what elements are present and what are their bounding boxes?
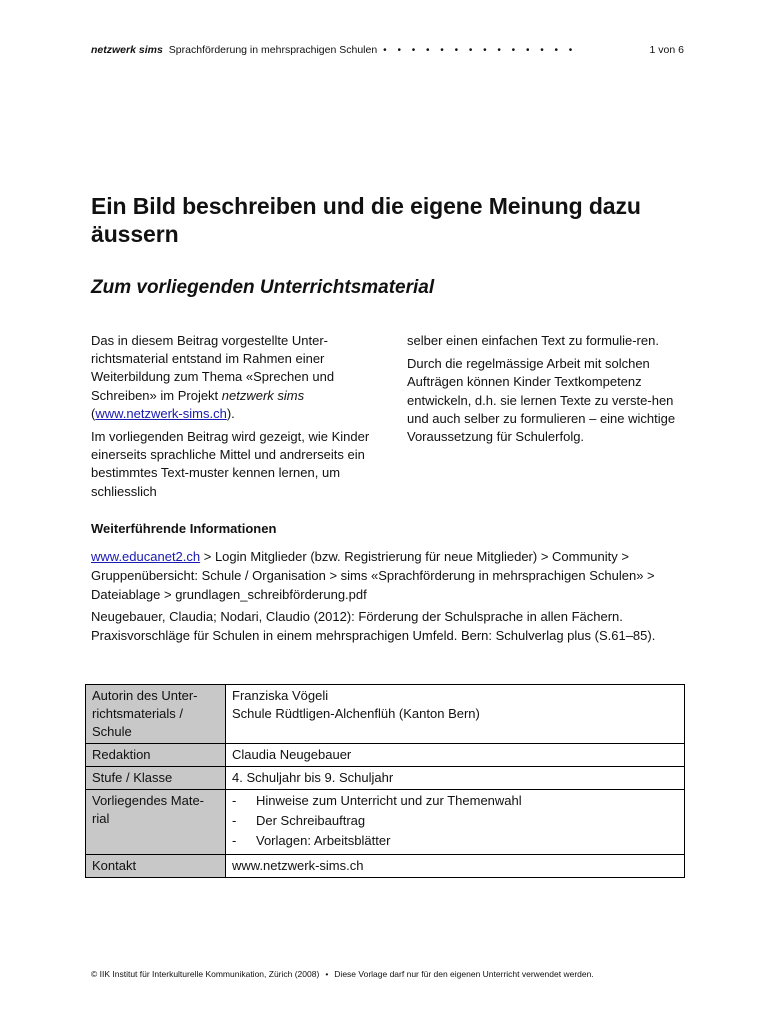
info-path <box>91 547 691 605</box>
intro-paragraph-2: Im vorliegenden Beitrag wird gezeigt, wie Kinder einerseits sprachliche Mittel und andrerseits ein bestimmtes Text-muster kennen lernen, um schliesslich <box>91 429 370 499</box>
section-subtitle: Zum vorliegenden Unterrichtsmaterial <box>91 277 435 298</box>
header-dots: • • • • • • • • • • • • • • <box>383 45 577 56</box>
dash-bullet: - <box>232 833 237 848</box>
table-row <box>86 855 685 878</box>
material-item: Der Schreibauftrag <box>256 813 366 828</box>
footer-bullet: • <box>325 969 329 979</box>
header-brand: netzwerk sims <box>91 44 163 56</box>
header-subtitle: Sprachförderung in mehrsprachigen Schulen <box>168 44 378 56</box>
editor-value: Claudia Neugebauer <box>226 744 685 767</box>
page-header <box>91 44 684 58</box>
footer-copyright: © IIK Institut für Interkulturelle Kommunikation, Zürich (2008) <box>91 969 320 979</box>
table-row <box>86 790 685 855</box>
material-list <box>232 792 678 850</box>
paren-close: ). <box>226 405 235 421</box>
educanet-link[interactable]: www.educanet2.ch <box>91 549 201 564</box>
intro-text: Das in diesem Beitrag vorgestellte Unter-richtsmaterial entstand im Rahmen einer Weiterbildung zum Thema «Sprechen und Schreiben» im Projekt <box>91 333 335 403</box>
list-item <box>232 792 678 810</box>
info-path-text: > Login Mitglieder (bzw. Registrierung für neue Mitglieder) > Community > Gruppenübersicht: Schule / Organisation > sims «Sprachförderung in mehrsprachigen Schulen» > Dateiablage > grundlagen_schreibförderung.pdf <box>91 549 655 603</box>
material-item: Hinweise zum Unterricht und zur Themenwahl <box>256 793 522 808</box>
page-number: 1 von 6 <box>649 44 684 56</box>
table-row <box>86 685 685 744</box>
intro-left-column <box>91 332 381 506</box>
list-item <box>232 832 678 850</box>
table-row <box>86 744 685 767</box>
author-cell <box>226 685 685 744</box>
material-cell <box>226 790 685 855</box>
intro-paragraph-4: Durch die regelmässige Arbeit mit solchen Aufträgen können Kinder Textkompetenz entwickeln, d.h. sie lernen Texte zu verste-hen und auch selber zu formulieren – eine wichtige Voraussetzung für Schulerfolg. <box>407 356 676 445</box>
table-row <box>86 767 685 790</box>
page-footer <box>91 969 731 979</box>
contact-label: Kontakt <box>86 855 226 878</box>
dash-bullet: - <box>232 813 237 828</box>
details-table <box>85 684 685 878</box>
contact-value: www.netzwerk-sims.ch <box>226 855 685 878</box>
document-title: Ein Bild beschreiben und die eigene Meinung dazu äussern <box>91 193 641 247</box>
level-label: Stufe / Klasse <box>86 767 226 790</box>
author-school: Schule Rüdtligen-Alchenflüh (Kanton Bern) <box>232 706 480 721</box>
info-reference: Neugebauer, Claudia; Nodari, Claudio (2012): Förderung der Schulsprache in allen Fächern. Praxisvorschläge für Schulen in einem mehrsprachigen Umfeld. Bern: Schulverlag plus (S.61–85). <box>91 608 656 643</box>
material-item: Vorlagen: Arbeitsblätter <box>256 833 391 848</box>
author-label: Autorin des Unter-richtsmaterials / Schule <box>86 685 226 744</box>
info-block <box>91 547 691 647</box>
dash-bullet: - <box>232 793 237 808</box>
footer-notice: Diese Vorlage darf nur für den eigenen Unterricht verwendet werden. <box>334 969 594 979</box>
info-heading: Weiterführende Informationen <box>91 521 277 536</box>
netzwerk-sims-link[interactable]: www.netzwerk-sims.ch <box>95 405 227 421</box>
list-item <box>232 812 678 830</box>
level-value: 4. Schuljahr bis 9. Schuljahr <box>226 767 685 790</box>
editor-label: Redaktion <box>86 744 226 767</box>
author-name: Franziska Vögeli <box>232 688 329 703</box>
material-label: Vorliegendes Mate-rial <box>86 790 226 855</box>
intro-paragraph-3: selber einen einfachen Text zu formulie-ren. <box>407 333 659 348</box>
project-name: netzwerk sims <box>221 387 305 403</box>
intro-paragraph-1 <box>91 332 381 423</box>
paren-open: ( <box>91 405 96 421</box>
intro-right-column <box>407 332 689 451</box>
